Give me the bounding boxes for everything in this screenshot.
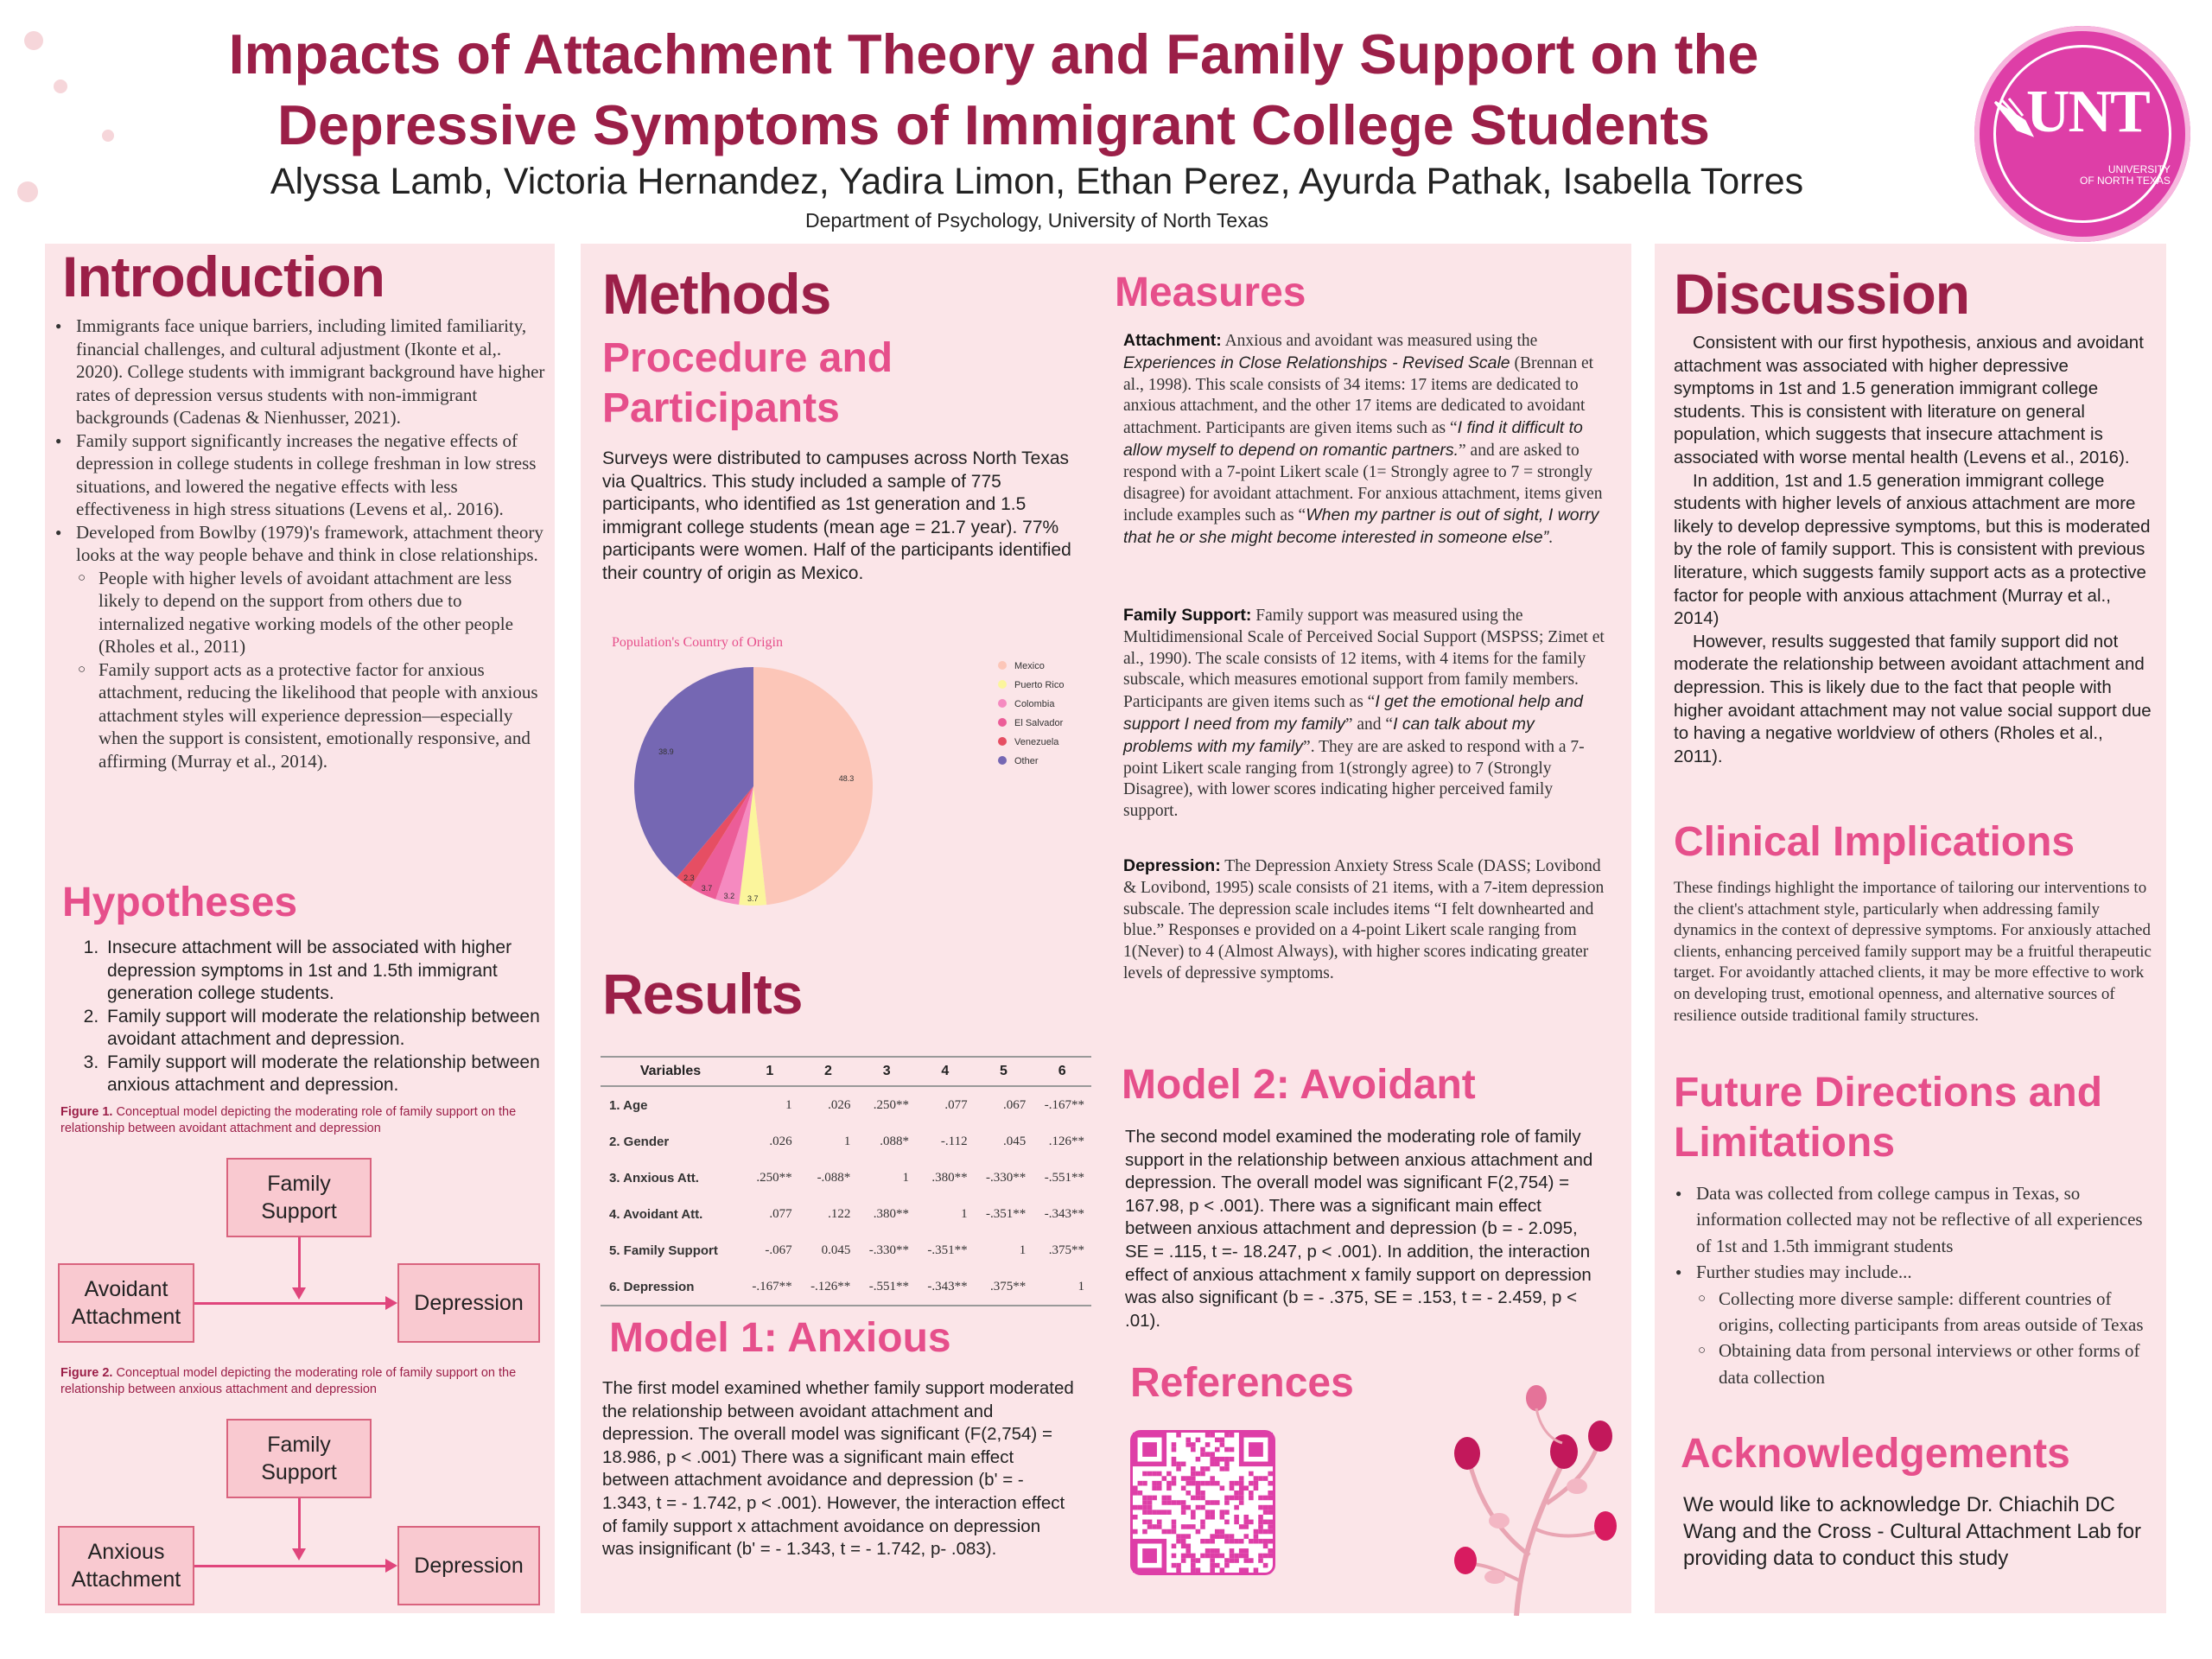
title-line-2: Depressive Symptoms of Immigrant College Students	[277, 93, 1710, 156]
model2-text: The second model examined the moderating role of family support in the relationship between anxious attachment and depression. The overall model was significant F(2,754) = 167.98, p < .001). There was a significant main effect between anxious attachment and depression (b = - 2.095, SE = .115, t =- 18.247, p < .001). In addition, the interaction effect of anxious attachment x family support on depression was also significant (b = - .375, SE = .153, t = - 2.459, p < .01).	[1125, 1127, 1593, 1331]
table-row	[601, 1232, 1091, 1268]
logo-sub-2: OF NORTH TEXAS	[2080, 175, 2171, 187]
table-header: 2	[799, 1057, 858, 1086]
decor-dot	[54, 79, 67, 93]
future-heading-line-2: Limitations	[1674, 1120, 1896, 1166]
table-cell: 1	[902, 1170, 909, 1185]
table-cell: .077	[944, 1097, 968, 1112]
arrowhead-icon	[385, 1559, 399, 1573]
arrowhead-icon	[292, 1287, 306, 1301]
table-row-label: 6. Depression	[601, 1268, 741, 1306]
table-row-label: 5. Family Support	[609, 1243, 718, 1258]
table-cell: .045	[1003, 1134, 1027, 1148]
table-cell: .026	[769, 1134, 792, 1148]
figure-1-label: Figure 1.	[60, 1105, 113, 1119]
country-pie-chart	[596, 622, 1097, 933]
table-cell: -.343**	[1044, 1206, 1084, 1221]
table-cell: -.167**	[741, 1268, 799, 1306]
measures-heading: Measures	[1115, 270, 1306, 315]
clinical-text: These findings highlight the importance of tailoring our interventions to the client's attachment style, particularly when addressing family dynamics in the context of depressive symptoms. For anxiously attached clients, enhancing perceived family support may be a fruitful therapeutic target. For avoidantly attached clients, it may be more effective to work on developing trust, emotional openness, and alternative sources of resilience outside traditional family structures.	[1674, 879, 2152, 1025]
figure-2-text: Conceptual model depicting the moderating role of family support on the relationship between anxious attachment and depression	[60, 1366, 517, 1396]
item-example: I can talk about my problems with my family	[1123, 714, 1535, 756]
pie-data-label: 38.9	[658, 747, 674, 757]
table-header-row	[601, 1057, 1091, 1086]
arrowhead-icon	[385, 1296, 399, 1310]
table-cell: -.067	[765, 1243, 792, 1257]
introduction-heading: Introduction	[62, 245, 385, 308]
methods-heading: Methods	[602, 262, 831, 326]
hypotheses-heading: Hypotheses	[62, 880, 298, 925]
fig2-family-support-box: Family Support	[226, 1419, 372, 1498]
decor-dot	[102, 130, 114, 142]
table-cell: -.126**	[799, 1268, 858, 1306]
legend-swatch	[998, 756, 1007, 765]
depression-label: Depression:	[1123, 856, 1221, 875]
measures-text: (Brennan et al., 1998). This scale consists of 34 items: 17 items are dedicated to anxious attachment, and the other 17 items are dedicated to avoidant attachment. Participants are given items such as “	[1123, 353, 1594, 438]
attachment-label: Attachment:	[1123, 331, 1222, 350]
table-cell: .126**	[1048, 1134, 1084, 1148]
measures-depression	[1123, 855, 1607, 985]
table-row	[601, 1196, 1091, 1232]
discussion-heading: Discussion	[1674, 262, 1970, 326]
item-example: When my partner is out of sight, I worry that he or she might become interested in someone else”	[1123, 505, 1599, 548]
acknowledgements-text: We would like to acknowledge Dr. Chiachih DC Wang and the Cross - Cultural Attachment Lab for providing data to conduct this study	[1683, 1493, 2142, 1570]
table-cell: .122	[828, 1206, 851, 1221]
table-row-label: 2. Gender	[609, 1134, 670, 1149]
authors: Alyssa Lamb, Victoria Hernandez, Yadira Limon, Ethan Perez, Ayurda Pathak, Isabella Torres	[270, 161, 1804, 202]
legend-label: El Salvador	[1014, 718, 1064, 728]
future-body	[1674, 1180, 2158, 1390]
acknowledgements-heading: Acknowledgements	[1681, 1431, 2070, 1477]
table-cell: -.167**	[1044, 1097, 1084, 1112]
table-cell: -.351**	[927, 1243, 968, 1257]
logo-sub-1: UNIVERSITY	[2107, 163, 2171, 175]
decor-dot	[17, 181, 38, 202]
table-cell: 1	[1033, 1268, 1091, 1306]
table-cell: .026	[828, 1097, 851, 1112]
table-cell: .250**	[756, 1170, 792, 1185]
future-bullet: ● Further studies may include...	[1696, 1259, 2158, 1285]
table-cell: 1	[785, 1097, 792, 1112]
legend-label: Puerto Rico	[1014, 680, 1065, 690]
table-cell: -.112	[940, 1134, 968, 1148]
fig2-main-arrow	[194, 1565, 389, 1567]
legend-swatch	[998, 661, 1007, 670]
hypothesis-item: 1. Insecure attachment will be associated with higher depression symptoms in 1st and 1.5th immigrant generation college students.	[104, 937, 546, 1006]
intro-bullet: ● Immigrants face unique barriers, including limited familiarity, financial challenges, and cultural adjustment (Ikonte et al,. 2020). College students with immigrant background have higher rates of depression versus students with non-immigrant backgrounds (Cadenas & Nienhusser, 2021).	[76, 315, 546, 429]
table-row-label: 4. Avoidant Att.	[609, 1206, 703, 1222]
future-heading-line-1: Future Directions and	[1674, 1070, 2103, 1116]
correlation-table	[601, 1056, 1091, 1306]
table-row	[601, 1123, 1091, 1160]
table-cell: -.343**	[916, 1268, 975, 1306]
fig2-moderator-arrow	[298, 1498, 301, 1552]
table-cell: 0.045	[821, 1243, 851, 1257]
flower-branch-icon	[1434, 1357, 1624, 1616]
table-cell: 1	[961, 1206, 968, 1221]
references-qr-code[interactable]	[1130, 1430, 1275, 1575]
measures-text: ” and are asked to respond with a 7-point Likert scale (1= Strongly agree to 7 = strongly disagree) for avoidant attachment. For anxious attachment, items given include examples such as “	[1123, 441, 1603, 525]
figure-1-text: Conceptual model depicting the moderating role of family support on the relationship between avoidant attachment and depression	[60, 1105, 517, 1135]
pie-data-label: 2.3	[683, 873, 695, 882]
pie-data-label: 3.7	[701, 883, 713, 893]
hypothesis-item: 3. Family support will moderate the relationship between anxious attachment and depression.	[104, 1052, 546, 1097]
legend-swatch	[998, 680, 1007, 689]
table-row	[601, 1268, 1091, 1306]
fig1-main-arrow	[194, 1302, 389, 1305]
qr-code-icon	[1133, 1433, 1273, 1573]
measures-text: ”. They are are asked to respond with a 7-point Likert scale ranging from 1(strongly agree) to 7 (Strongly Disagree), with lower scores indicating higher perceived family support.	[1123, 737, 1585, 821]
fig2-anxious-box: Anxious Attachment	[58, 1526, 194, 1605]
measures-family-support	[1123, 605, 1607, 823]
pie-data-label: 48.3	[838, 774, 855, 784]
logo-subtitle	[2080, 164, 2171, 187]
table-header: 5	[975, 1057, 1033, 1086]
measures-text: ” and “	[1344, 715, 1394, 734]
table-cell: -.330**	[986, 1170, 1027, 1185]
table-cell: .375**	[1048, 1243, 1084, 1257]
table-row-label: 3. Anxious Att.	[609, 1170, 699, 1185]
logo-text: UNT	[2026, 79, 2149, 145]
table-cell: 1	[843, 1134, 851, 1148]
table-cell: 1	[1019, 1243, 1027, 1257]
discussion-paragraph: Consistent with our first hypothesis, anxious and avoidant attachment was associated with higher depressive symptoms in 1st and 1.5 generation immigrant college students. This is consistent with literature on general population, which suggests that insecure attachment is associated with worse mental health (Levens et al., 2016).	[1674, 333, 2144, 467]
figure-1-caption	[60, 1104, 544, 1137]
table-cell: -.551**	[1044, 1170, 1084, 1185]
future-heading	[1674, 1068, 2102, 1168]
table-cell: -.330**	[868, 1243, 909, 1257]
figure-2-caption	[60, 1365, 544, 1398]
legend-swatch	[998, 718, 1007, 727]
table-row	[601, 1160, 1091, 1196]
arrowhead-icon	[292, 1548, 306, 1562]
pie-title: Population's Country of Origin	[612, 635, 783, 650]
scale-name: Experiences in Close Relationships - Revised Scale	[1123, 353, 1510, 372]
table-cell: .088*	[880, 1134, 909, 1148]
discussion-body	[1674, 332, 2153, 768]
table-header: 4	[916, 1057, 975, 1086]
model1-text: The first model examined whether family support moderated the relationship between avoidant attachment and depression. The overall model was significant (F(2,754) = 18.986, p < .001) There was a significant main effect between attachment avoidance and depression (b' = - 1.343, t = - 1.742, p < .001). However, the interaction effect of family support x attachment avoidance on depression was insignificant (b' = - 1.343, t = - 1.742, p- .083).	[602, 1378, 1074, 1560]
pie-data-label: 3.7	[747, 893, 759, 903]
poster-title	[156, 19, 1832, 161]
fig2-depression-box: Depression	[397, 1526, 540, 1605]
future-sub-bullet: ○ Obtaining data from personal interviews or other forms of data collection	[1719, 1338, 2158, 1390]
legend-label: Venezuela	[1014, 737, 1059, 747]
hypothesis-item: 2. Family support will moderate the relationship between avoidant attachment and depression.	[104, 1006, 546, 1052]
item-example: I find it difficult to allow myself to depend on romantic partners.	[1123, 418, 1583, 460]
legend-label: Mexico	[1014, 661, 1045, 671]
measures-attachment	[1123, 330, 1607, 550]
measures-text: Family support was measured using the Multidimensional Scale of Perceived Social Support (MSPSS; Zimet et al., 1990). The scale consists of 12 items, with 4 items for the family subscale, which measures emotional support from family members. Participants are given items such as “	[1123, 607, 1605, 712]
intro-sub-bullet: ○ Family support acts as a protective factor for anxious attachment, reducing the likelihood that people with anxious attachment styles will experience depression—especially when the support is consistent, emotionally responsive, and affirming (Murray et al., 2014).	[99, 658, 546, 773]
intro-bullet: ● Developed from Bowlby (1979)'s framework, attachment theory looks at the way people behave and think in close relationships.	[76, 521, 546, 567]
table-header: Variables	[601, 1057, 741, 1086]
legend-swatch	[998, 699, 1007, 708]
legend-label: Colombia	[1014, 699, 1055, 709]
measures-text: The Depression Anxiety Stress Scale (DASS; Lovibond & Lovibond, 1995) scale consists of 21 items, with a 7-item depression subscale. The depression scale includes items “I felt downhearted and blue.” Responses e provided on a 4-point Likert scale ranging from 1(Never) to 4 (Almost Always), with higher scores indicating greater levels of depressive symptoms.	[1123, 857, 1605, 982]
decor-dot	[24, 31, 43, 50]
procedure-heading: Procedure and Participants	[602, 335, 893, 431]
intro-bullet: ● Family support significantly increases the negative effects of depression in college students in college freshman in low stress situations, and lowered the negative effects with less effectiveness in high stress situations (Levens et al,. 2016).	[76, 429, 546, 521]
pie-slice-mexico	[753, 667, 873, 905]
methods-text: Surveys were distributed to campuses across North Texas via Qualtrics. This study included a sample of 775 participants, who identified as 1st generation and 1.5 immigrant college students (mean age = 21.7 year). 77% participants were women. Half of the participants identified their country of origin as Mexico.	[602, 448, 1071, 583]
pie-data-label: 3.2	[723, 891, 735, 900]
legend-swatch	[998, 737, 1007, 746]
measures-text: Anxious and avoidant was measured using the	[1221, 332, 1538, 350]
model2-heading: Model 2: Avoidant	[1122, 1062, 1476, 1108]
table-cell: .077	[769, 1206, 792, 1221]
table-header: 1	[741, 1057, 799, 1086]
table-row	[601, 1086, 1091, 1123]
intro-sub-bullet: ○ People with higher levels of avoidant attachment are less likely to depend on the support from others due to internalized negative working models of the other people (Rholes et al., 2011)	[99, 567, 546, 658]
fig1-moderator-arrow	[298, 1237, 301, 1291]
table-cell: -.551**	[857, 1268, 916, 1306]
discussion-paragraph: In addition, 1st and 1.5 generation immigrant college students with higher levels of anxious attachment are more likely to develop depressive symptoms, but this is moderated by the role of family support. This is consistent with previous literature, which suggests family support acts as a protective factor for people with anxious attachment (Murray et al., 2014)	[1674, 470, 2151, 629]
table-cell: -.351**	[986, 1206, 1027, 1221]
table-cell: -.088*	[817, 1170, 851, 1185]
figure-2-label: Figure 2.	[60, 1366, 113, 1380]
discussion-paragraph: However, results suggested that family support did not moderate the relationship between avoidant attachment and depression. This is likely due to the fact that people with higher avoidant attachment may not value social support due to having a negative worldview of others (Rholes et al., 2011).	[1674, 631, 2152, 766]
table-header: 3	[857, 1057, 916, 1086]
measures-text: .	[1548, 529, 1553, 548]
hypotheses-list	[54, 937, 546, 1097]
table-cell: .375**	[975, 1268, 1033, 1306]
item-example: I get the emotional help and support I need from my family	[1123, 692, 1584, 734]
table-cell: .250**	[873, 1097, 909, 1112]
model1-heading: Model 1: Anxious	[609, 1315, 951, 1361]
introduction-body	[54, 315, 546, 772]
results-heading: Results	[602, 962, 803, 1026]
fig1-family-support-box: Family Support	[226, 1158, 372, 1237]
clinical-heading: Clinical Implications	[1674, 819, 2075, 865]
future-sub-bullet: ○ Collecting more diverse sample: different countries of origins, collecting participants from areas outside of Texas	[1719, 1286, 2158, 1338]
future-bullet: ● Data was collected from college campus in Texas, so information collected may not be reflective of all experiences of 1st and 1.5th immigrant students	[1696, 1180, 2158, 1259]
title-line-1: Impacts of Attachment Theory and Family Support on the	[228, 22, 1759, 86]
legend-label: Other	[1014, 756, 1039, 766]
references-heading: References	[1130, 1360, 1354, 1406]
unt-logo	[1974, 26, 2190, 242]
table-row-label: 1. Age	[609, 1097, 648, 1113]
department: Department of Psychology, University of North Texas	[804, 209, 1269, 232]
family-support-label: Family Support:	[1123, 606, 1252, 625]
table-cell: .380**	[931, 1170, 968, 1185]
fig1-avoidant-box: Avoidant Attachment	[58, 1263, 194, 1343]
fig1-depression-box: Depression	[397, 1263, 540, 1343]
table-header: 6	[1033, 1057, 1091, 1086]
table-cell: .067	[1003, 1097, 1027, 1112]
table-cell: .380**	[873, 1206, 909, 1221]
